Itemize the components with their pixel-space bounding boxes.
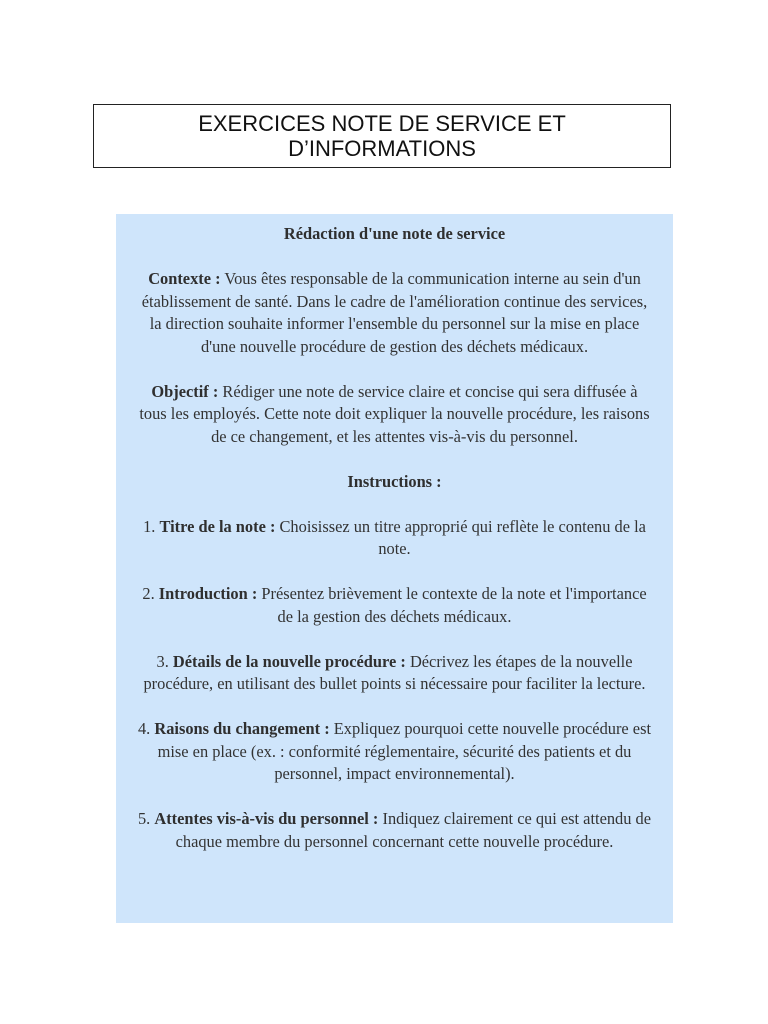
instruction-text: Indiquez clairement ce qui est attendu de chaque membre du personnel concernant cette nouvelle procédure. xyxy=(175,809,651,851)
instruction-label: Attentes vis-à-vis du personnel : xyxy=(154,809,379,828)
instruction-item-5 xyxy=(136,808,653,853)
context-text: Vous êtes responsable de la communication interne au sein d'un établissement de santé. Dans le cadre de l'amélioration continue des services, la direction souhaite informer l'ensemble du personnel sur la mise en place d'une nouvelle procédure de gestion des déchets médicaux. xyxy=(141,269,648,356)
instructions-heading: Instructions : xyxy=(347,471,442,491)
title-line-1: EXERCICES NOTE DE SERVICE ET xyxy=(198,111,566,136)
instruction-text: Décrivez les étapes de la nouvelle procédure, en utilisant des bullet points si nécessaire pour faciliter la lecture. xyxy=(143,651,646,693)
document-title-box xyxy=(93,104,671,168)
objective-paragraph xyxy=(136,381,653,449)
instruction-item-2 xyxy=(136,583,653,628)
instruction-label: Détails de la nouvelle procédure : xyxy=(172,651,406,671)
instruction-number: 3. xyxy=(156,651,173,671)
instruction-text: Choisissez un titre approprié qui reflète le contenu de la note. xyxy=(275,516,646,558)
title-line-2: D’INFORMATIONS xyxy=(288,136,476,161)
instruction-number: 1. xyxy=(143,516,160,536)
context-paragraph xyxy=(136,268,653,358)
objective-label: Objectif : xyxy=(151,381,219,401)
exercise-panel xyxy=(116,214,673,923)
instruction-item-4 xyxy=(136,718,653,786)
instruction-label: Titre de la note : xyxy=(159,516,276,536)
exercise-heading: Rédaction d'une note de service xyxy=(283,224,506,243)
instruction-number: 2. xyxy=(142,584,159,603)
instruction-text: Présentez brièvement le contexte de la note et l'importance de la gestion des déchets médicaux. xyxy=(257,584,647,626)
instruction-text: Expliquez pourquoi cette nouvelle procédure est mise en place (ex. : conformité réglementaire, sécurité des patients et du personnel, impact environnemental). xyxy=(157,719,652,783)
instruction-number: 4. xyxy=(137,719,155,738)
instruction-label: Introduction : xyxy=(158,584,258,603)
document-title xyxy=(198,111,566,161)
instruction-number: 5. xyxy=(137,809,155,828)
instruction-item-3 xyxy=(136,651,653,696)
instruction-item-1 xyxy=(136,516,653,561)
instruction-label: Raisons du changement : xyxy=(154,719,330,738)
objective-text: Rédiger une note de service claire et concise qui sera diffusée à tous les employés. Cette note doit expliquer la nouvelle procédure, les raisons de ce changement, et les attentes vis-à-vis du personnel. xyxy=(139,381,650,446)
context-label: Contexte : xyxy=(148,269,221,288)
